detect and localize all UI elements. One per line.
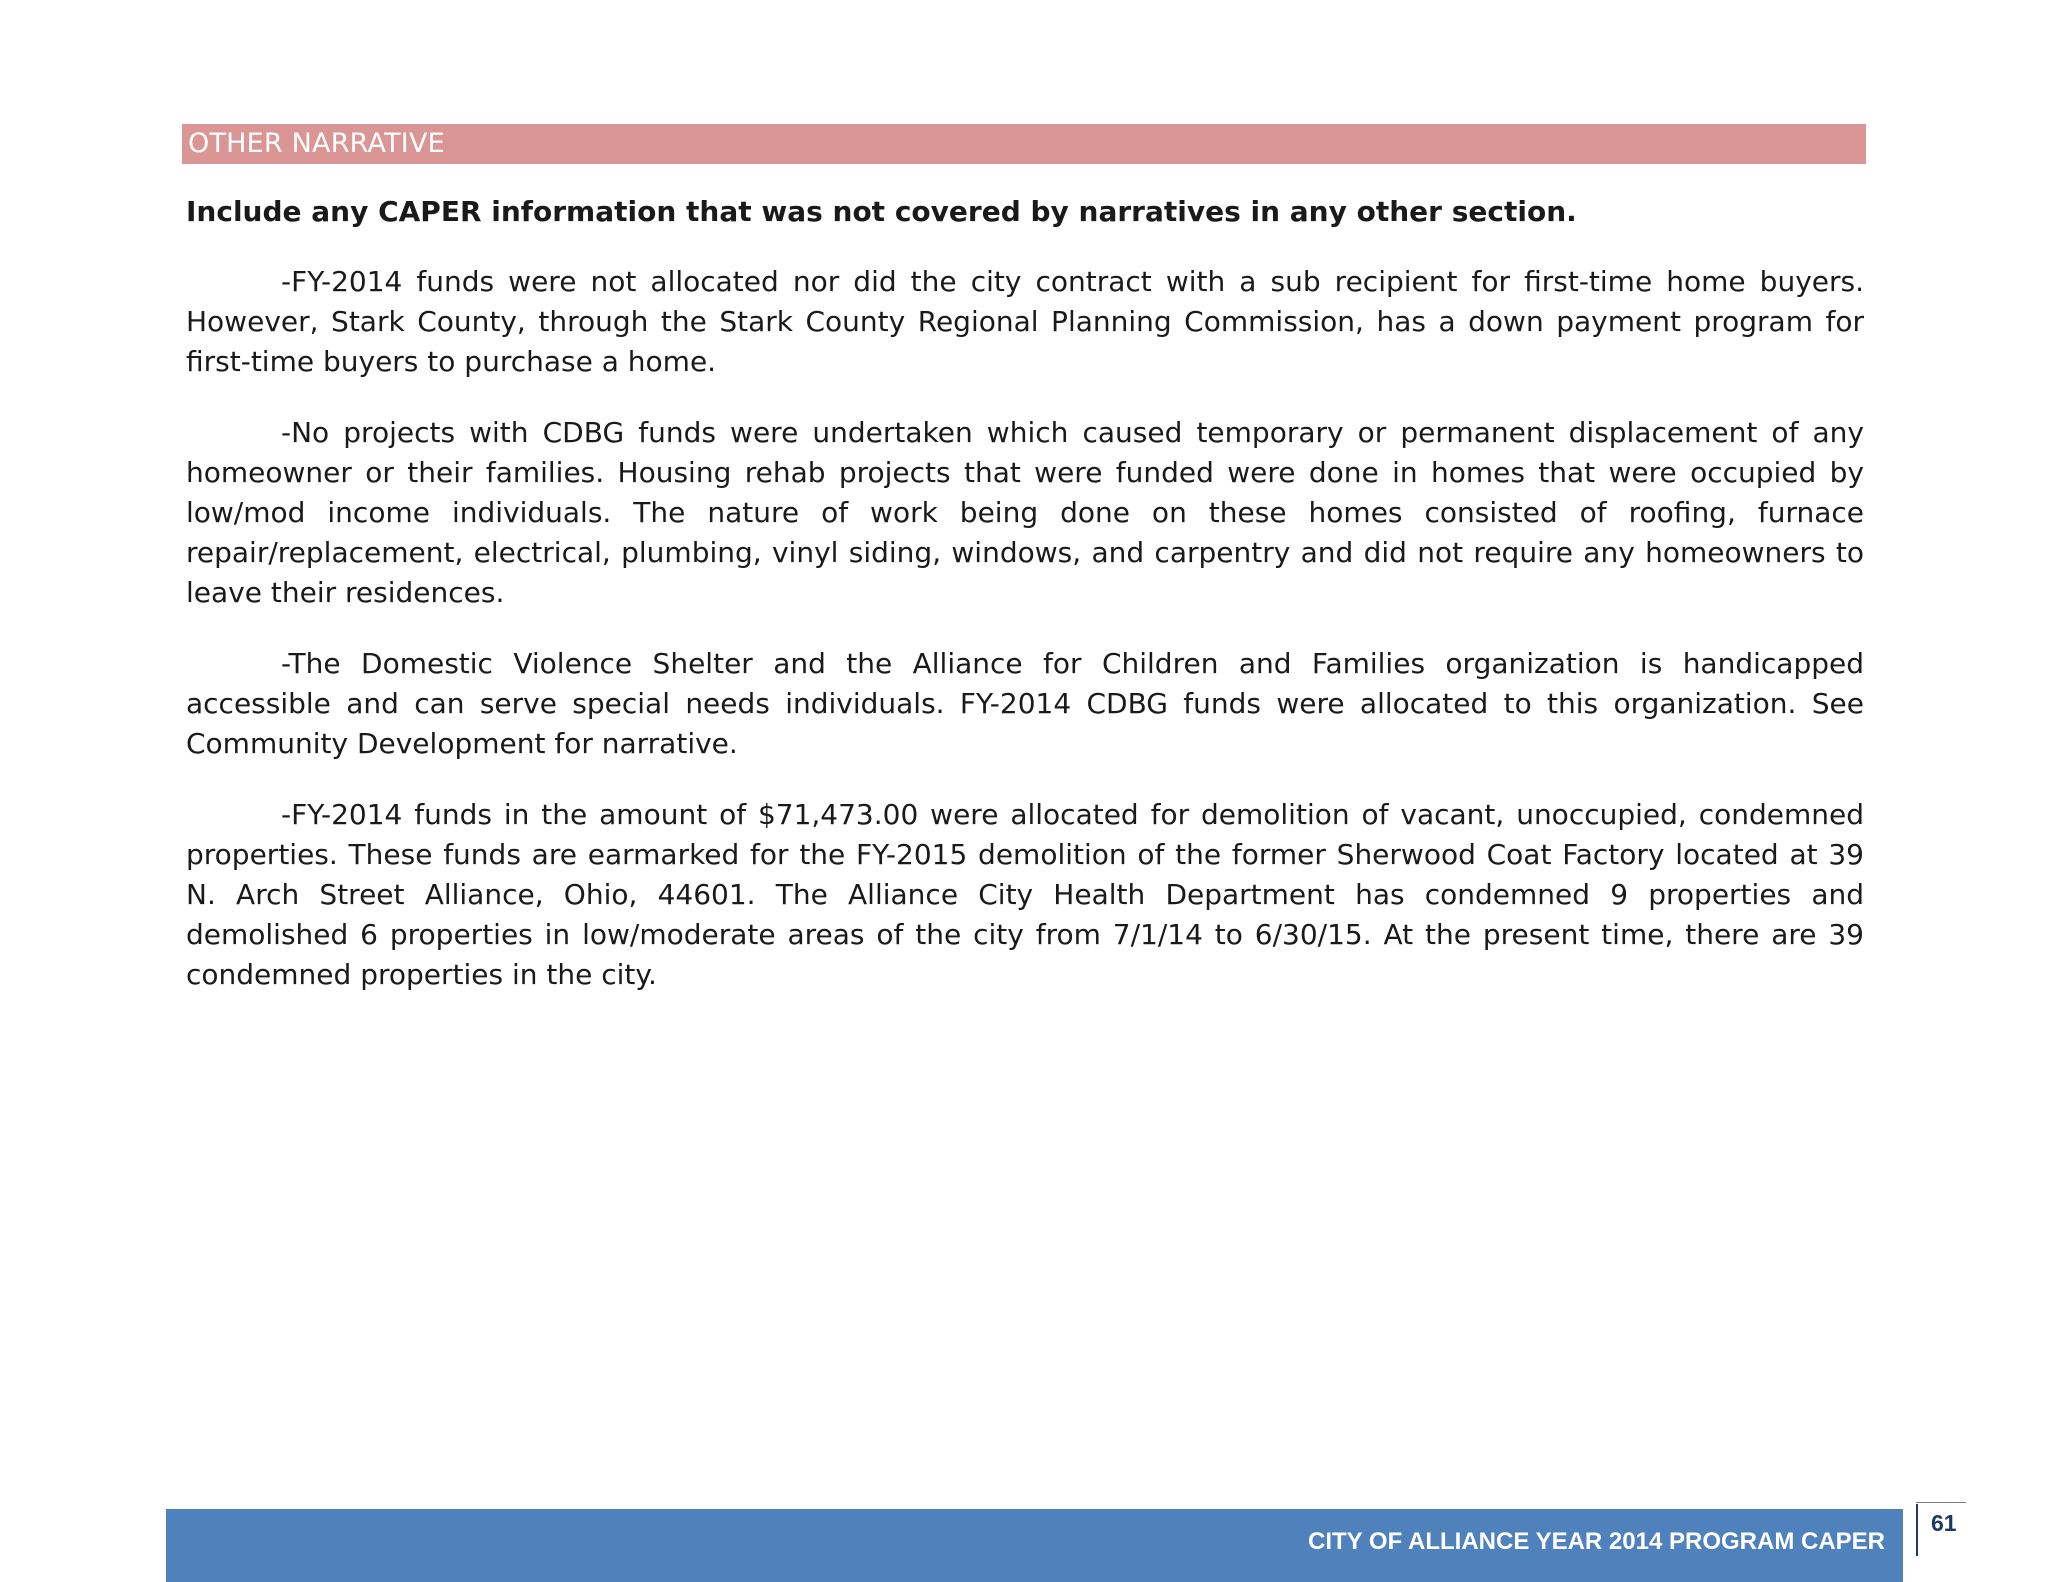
narrative-paragraph-displacement: -No projects with CDBG funds were undertaken which caused temporary or permanent displacement of any homeowner or their families. Housing rehab projects that were funded were done in homes that were occupied by low/mod income individuals. The nature of work being done on these homes consisted of roofing, furnace repair/replacement, electrical, plumbing, vinyl siding, windows, and carpentry and did not require any homeowners to leave their residences. — [186, 416, 1864, 609]
footer-bar — [166, 1509, 1903, 1582]
page-number-rule — [1916, 1502, 1966, 1503]
page-number-divider — [1916, 1504, 1918, 1556]
page-number: 61 — [1931, 1510, 1957, 1536]
lead-instruction: Include any CAPER information that was not covered by narratives in any other section. — [186, 195, 1577, 228]
narrative-paragraph-accessibility: -The Domestic Violence Shelter and the Alliance for Children and Families organization is handicapped accessible and can serve special needs individuals. FY-2014 CDBG funds were allocated to this organization. See Community Development for narrative. — [186, 647, 1864, 760]
narrative-paragraph-first-time-buyers: -FY-2014 funds were not allocated nor did the city contract with a sub recipient for first-time home buyers. However, Stark County, through the Stark County Regional Planning Commission, has a down payment program for first-time buyers to purchase a home. — [186, 265, 1864, 378]
footer-title: CITY OF ALLIANCE YEAR 2014 PROGRAM CAPER — [1308, 1528, 1885, 1555]
section-title: OTHER NARRATIVE — [188, 128, 445, 159]
narrative-body — [186, 192, 1864, 1026]
section-header — [182, 124, 1866, 164]
narrative-paragraph-demolition: -FY-2014 funds in the amount of $71,473.00 were allocated for demolition of vacant, unoccupied, condemned properties. These funds are earmarked for the FY-2015 demolition of the former Sherwood Coat Factory located at 39 N. Arch Street Alliance, Ohio, 44601. The Alliance City Health Department has condemned 9 properties and demolished 6 properties in low/moderate areas of the city from 7/1/14 to 6/30/15. At the present time, there are 39 condemned properties in the city. — [186, 798, 1864, 991]
